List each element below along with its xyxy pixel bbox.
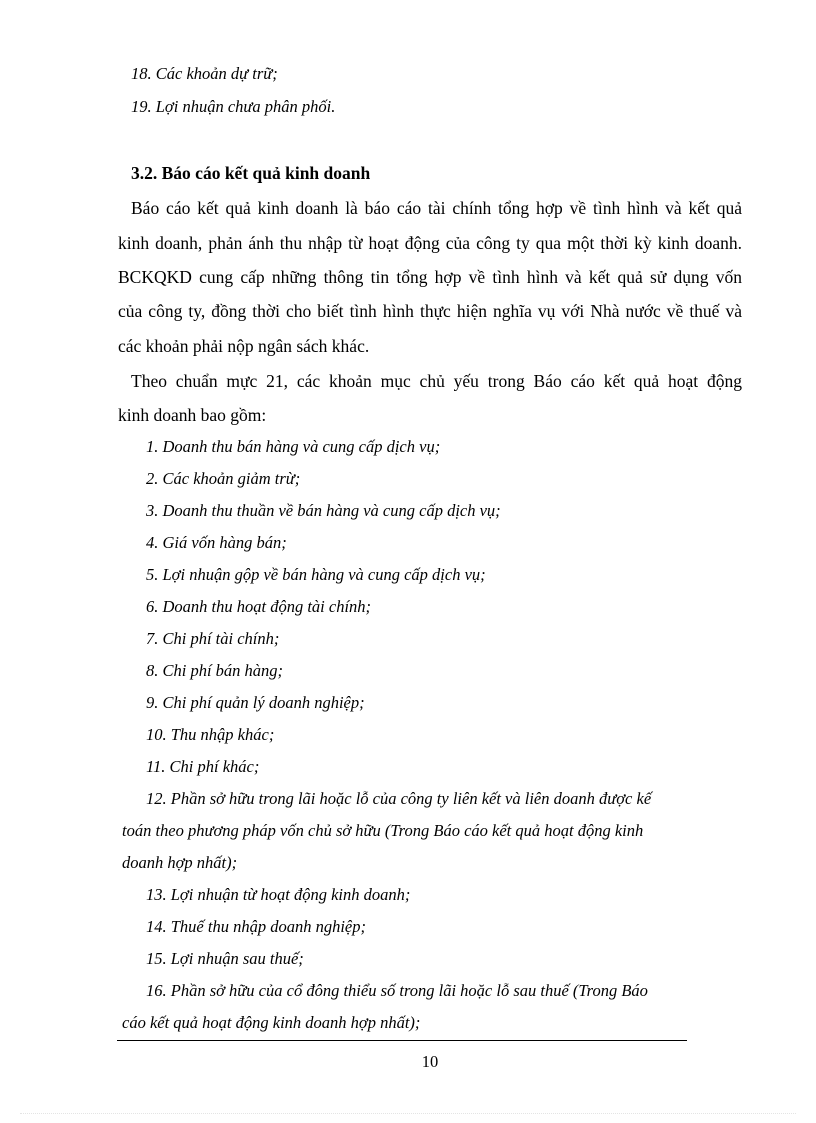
- page-number: 10: [421, 1052, 439, 1071]
- list-item: 5. Lợi nhuận gộp về bán hàng và cung cấp dịch vụ;: [146, 565, 486, 584]
- list-item: 1. Doanh thu bán hàng và cung cấp dịch vụ;: [146, 437, 441, 456]
- page-bottom-edge: [20, 1113, 796, 1114]
- list-item: 3. Doanh thu thuần về bán hàng và cung cấp dịch vụ;: [146, 501, 501, 520]
- list-item: 11. Chi phí khác;: [146, 757, 260, 776]
- paragraph-line: của công ty, đồng thời cho biết tình hình thực hiện nghĩa vụ với Nhà nước về thuế và: [118, 301, 742, 321]
- list-item: 6. Doanh thu hoạt động tài chính;: [146, 597, 372, 616]
- list-item: 19. Lợi nhuận chưa phân phối.: [131, 97, 336, 116]
- list-item: 18. Các khoản dự trữ;: [131, 64, 278, 83]
- paragraph-line: Theo chuẩn mực 21, các khoản mục chủ yếu trong Báo cáo kết quả hoạt động: [131, 371, 742, 391]
- paragraph-line: các khoản phải nộp ngân sách khác.: [118, 336, 370, 356]
- list-item: 13. Lợi nhuận từ hoạt động kinh doanh;: [146, 885, 411, 904]
- paragraph-line: kinh doanh bao gồm:: [118, 405, 267, 425]
- list-item: 4. Giá vốn hàng bán;: [146, 533, 287, 552]
- paragraph-line: BCKQKD cung cấp những thông tin tổng hợp về tình hình và kết quả sử dụng vốn: [118, 267, 742, 287]
- list-item: 16. Phần sở hữu của cổ đông thiểu số trong lãi hoặc lỗ sau thuế (Trong Báo: [146, 981, 648, 1000]
- list-item: 7. Chi phí tài chính;: [146, 629, 280, 648]
- list-item-continuation: doanh hợp nhất);: [122, 853, 238, 872]
- list-item: 15. Lợi nhuận sau thuế;: [146, 949, 304, 968]
- list-item-continuation: toán theo phương pháp vốn chủ sở hữu (Trong Báo cáo kết quả hoạt động kinh: [122, 821, 644, 840]
- list-item: 2. Các khoản giảm trừ;: [146, 469, 301, 488]
- section-heading: 3.2. Báo cáo kết quả kinh doanh: [131, 163, 371, 183]
- footer-rule: [117, 1040, 687, 1041]
- list-item: 14. Thuế thu nhập doanh nghiệp;: [146, 917, 366, 936]
- list-item-continuation: cáo kết quả hoạt động kinh doanh hợp nhất);: [122, 1013, 421, 1032]
- paragraph-line: kinh doanh, phản ánh thu nhập từ hoạt động của công ty qua một thời kỳ kinh doanh.: [118, 233, 742, 253]
- paragraph-line: Báo cáo kết quả kinh doanh là báo cáo tài chính tổng hợp về tình hình và kết quả: [131, 198, 742, 218]
- list-item: 9. Chi phí quản lý doanh nghiệp;: [146, 693, 365, 712]
- list-item: 10. Thu nhập khác;: [146, 725, 275, 744]
- list-item: 8. Chi phí bán hàng;: [146, 661, 284, 680]
- list-item: 12. Phần sở hữu trong lãi hoặc lỗ của công ty liên kết và liên doanh được kế: [146, 789, 652, 808]
